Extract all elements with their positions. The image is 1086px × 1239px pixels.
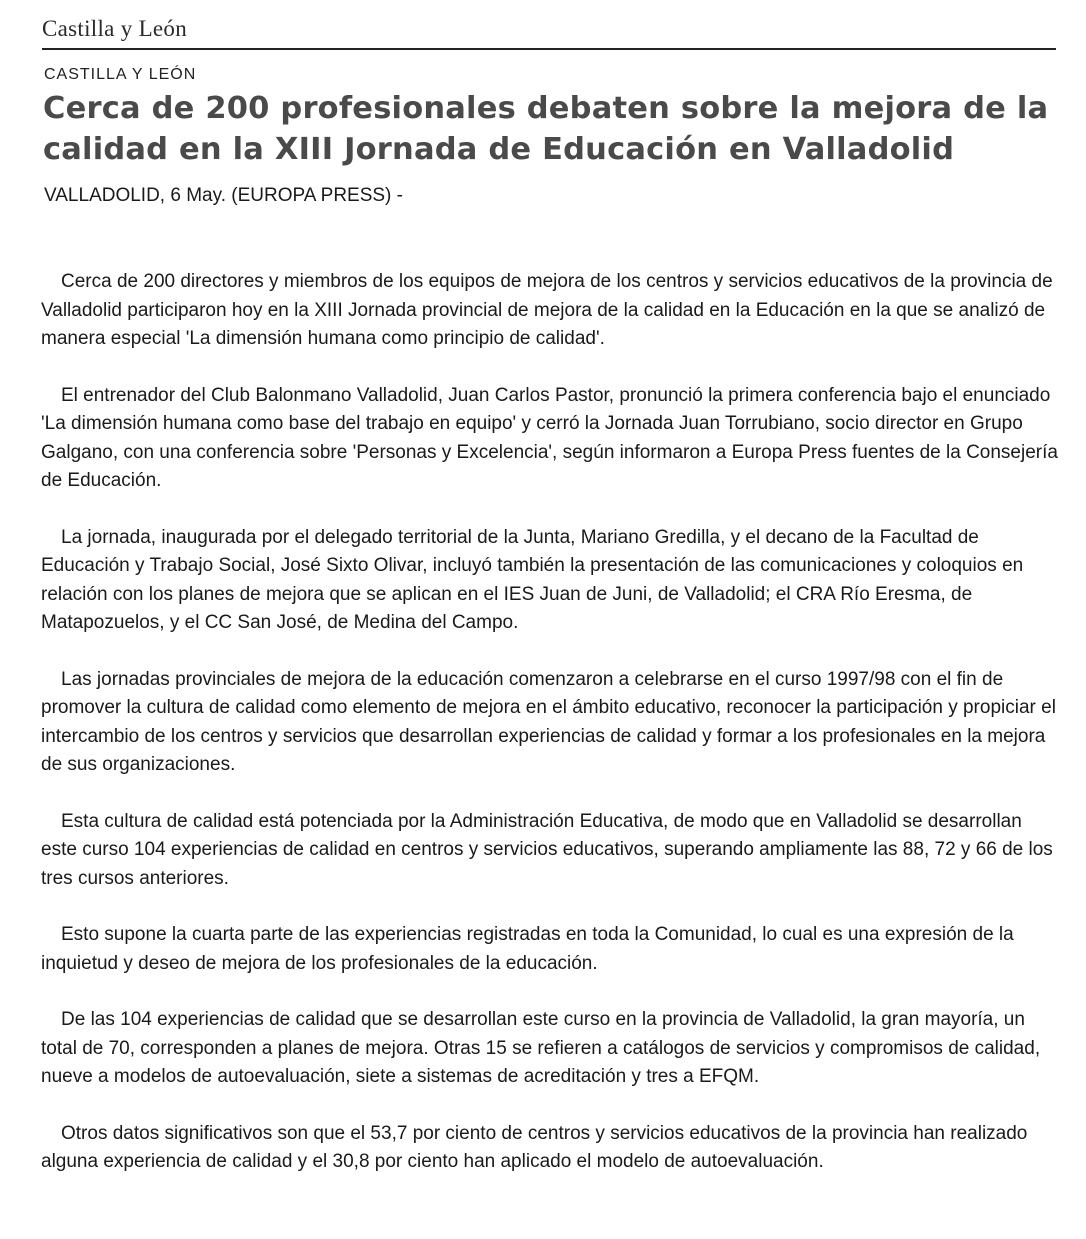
article-paragraph: Esta cultura de calidad está potenciada por la Administración Educativa, de modo que en Valladolid se desarrollan este curso 104 experiencias de calidad en centros y servicios educativos, superando ampliamente las 88, 72 y 66 de los tres cursos anteriores. [41,810,1053,889]
article-dateline: VALLADOLID, 6 May. (EUROPA PRESS) - [44,185,403,206]
article-body [41,268,1059,1205]
article-paragraph: Otros datos significativos son que el 53,7 por ciento de centros y servicios educativos de la provincia han realizado alguna experiencia de calidad y el 30,8 por ciento han aplicado el modelo de autoevaluación. [41,1122,1028,1172]
article-paragraph: Las jornadas provinciales de mejora de la educación comenzaron a celebrarse en el curso 1997/98 con el fin de promover la cultura de calidad como elemento de mejora en el ámbito educativo, reconocer la participación y propiciar el intercambio de los centros y servicios que desarrollan experiencias de calidad y formar a los profesionales en la mejora de sus organizaciones. [41,668,1056,775]
article-headline: Cerca de 200 profesionales debaten sobre la mejora de la calidad en la XIII Jornada de Educación en Valladolid [43,91,1049,167]
section-name: Castilla y León [42,16,188,41]
page-header [42,16,1056,50]
article-paragraph: De las 104 experiencias de calidad que se desarrollan este curso en la provincia de Valladolid, la gran mayoría, un total de 70, corresponden a planes de mejora. Otras 15 se refieren a catálogos de servicios y compromisos de calidad, nueve a modelos de autoevaluación, siete a sistemas de acreditación y tres a EFQM. [41,1009,1041,1087]
article-paragraph: Cerca de 200 directores y miembros de los equipos de mejora de los centros y servicios educativos de la provincia de Valladolid participaron hoy en la XIII Jornada provincial de mejora de la calidad en la Educación en la que se analizó de manera especial 'La dimensión humana como principio de calidad'. [41,271,1053,349]
article-kicker: CASTILLA Y LEÓN [44,66,197,83]
article-paragraph: La jornada, inaugurada por el delegado territorial de la Junta, Mariano Gredilla, y el decano de la Facultad de Educación y Trabajo Social, José Sixto Olivar, incluyó también la presentación de las comunicaciones y coloquios en relación con los planes de mejora que se aplican en el IES Juan de Juni, de Valladolid; el CRA Río Eresma, de Matapozuelos, y el CC San José, de Medina del Campo. [41,526,1024,633]
article-paragraph: Esto supone la cuarta parte de las experiencias registradas en toda la Comunidad, lo cual es una expresión de la inquietud y deseo de mejora de los profesionales de la educación. [41,924,1014,974]
article-paragraph: El entrenador del Club Balonmano Valladolid, Juan Carlos Pastor, pronunció la primera conferencia bajo el enunciado 'La dimensión humana como base del trabajo en equipo' y cerró la Jornada Juan Torrubiano, socio director en Grupo Galgano, con una conferencia sobre 'Personas y Excelencia', según informaron a Europa Press fuentes de la Consejería de Educación. [41,384,1058,491]
